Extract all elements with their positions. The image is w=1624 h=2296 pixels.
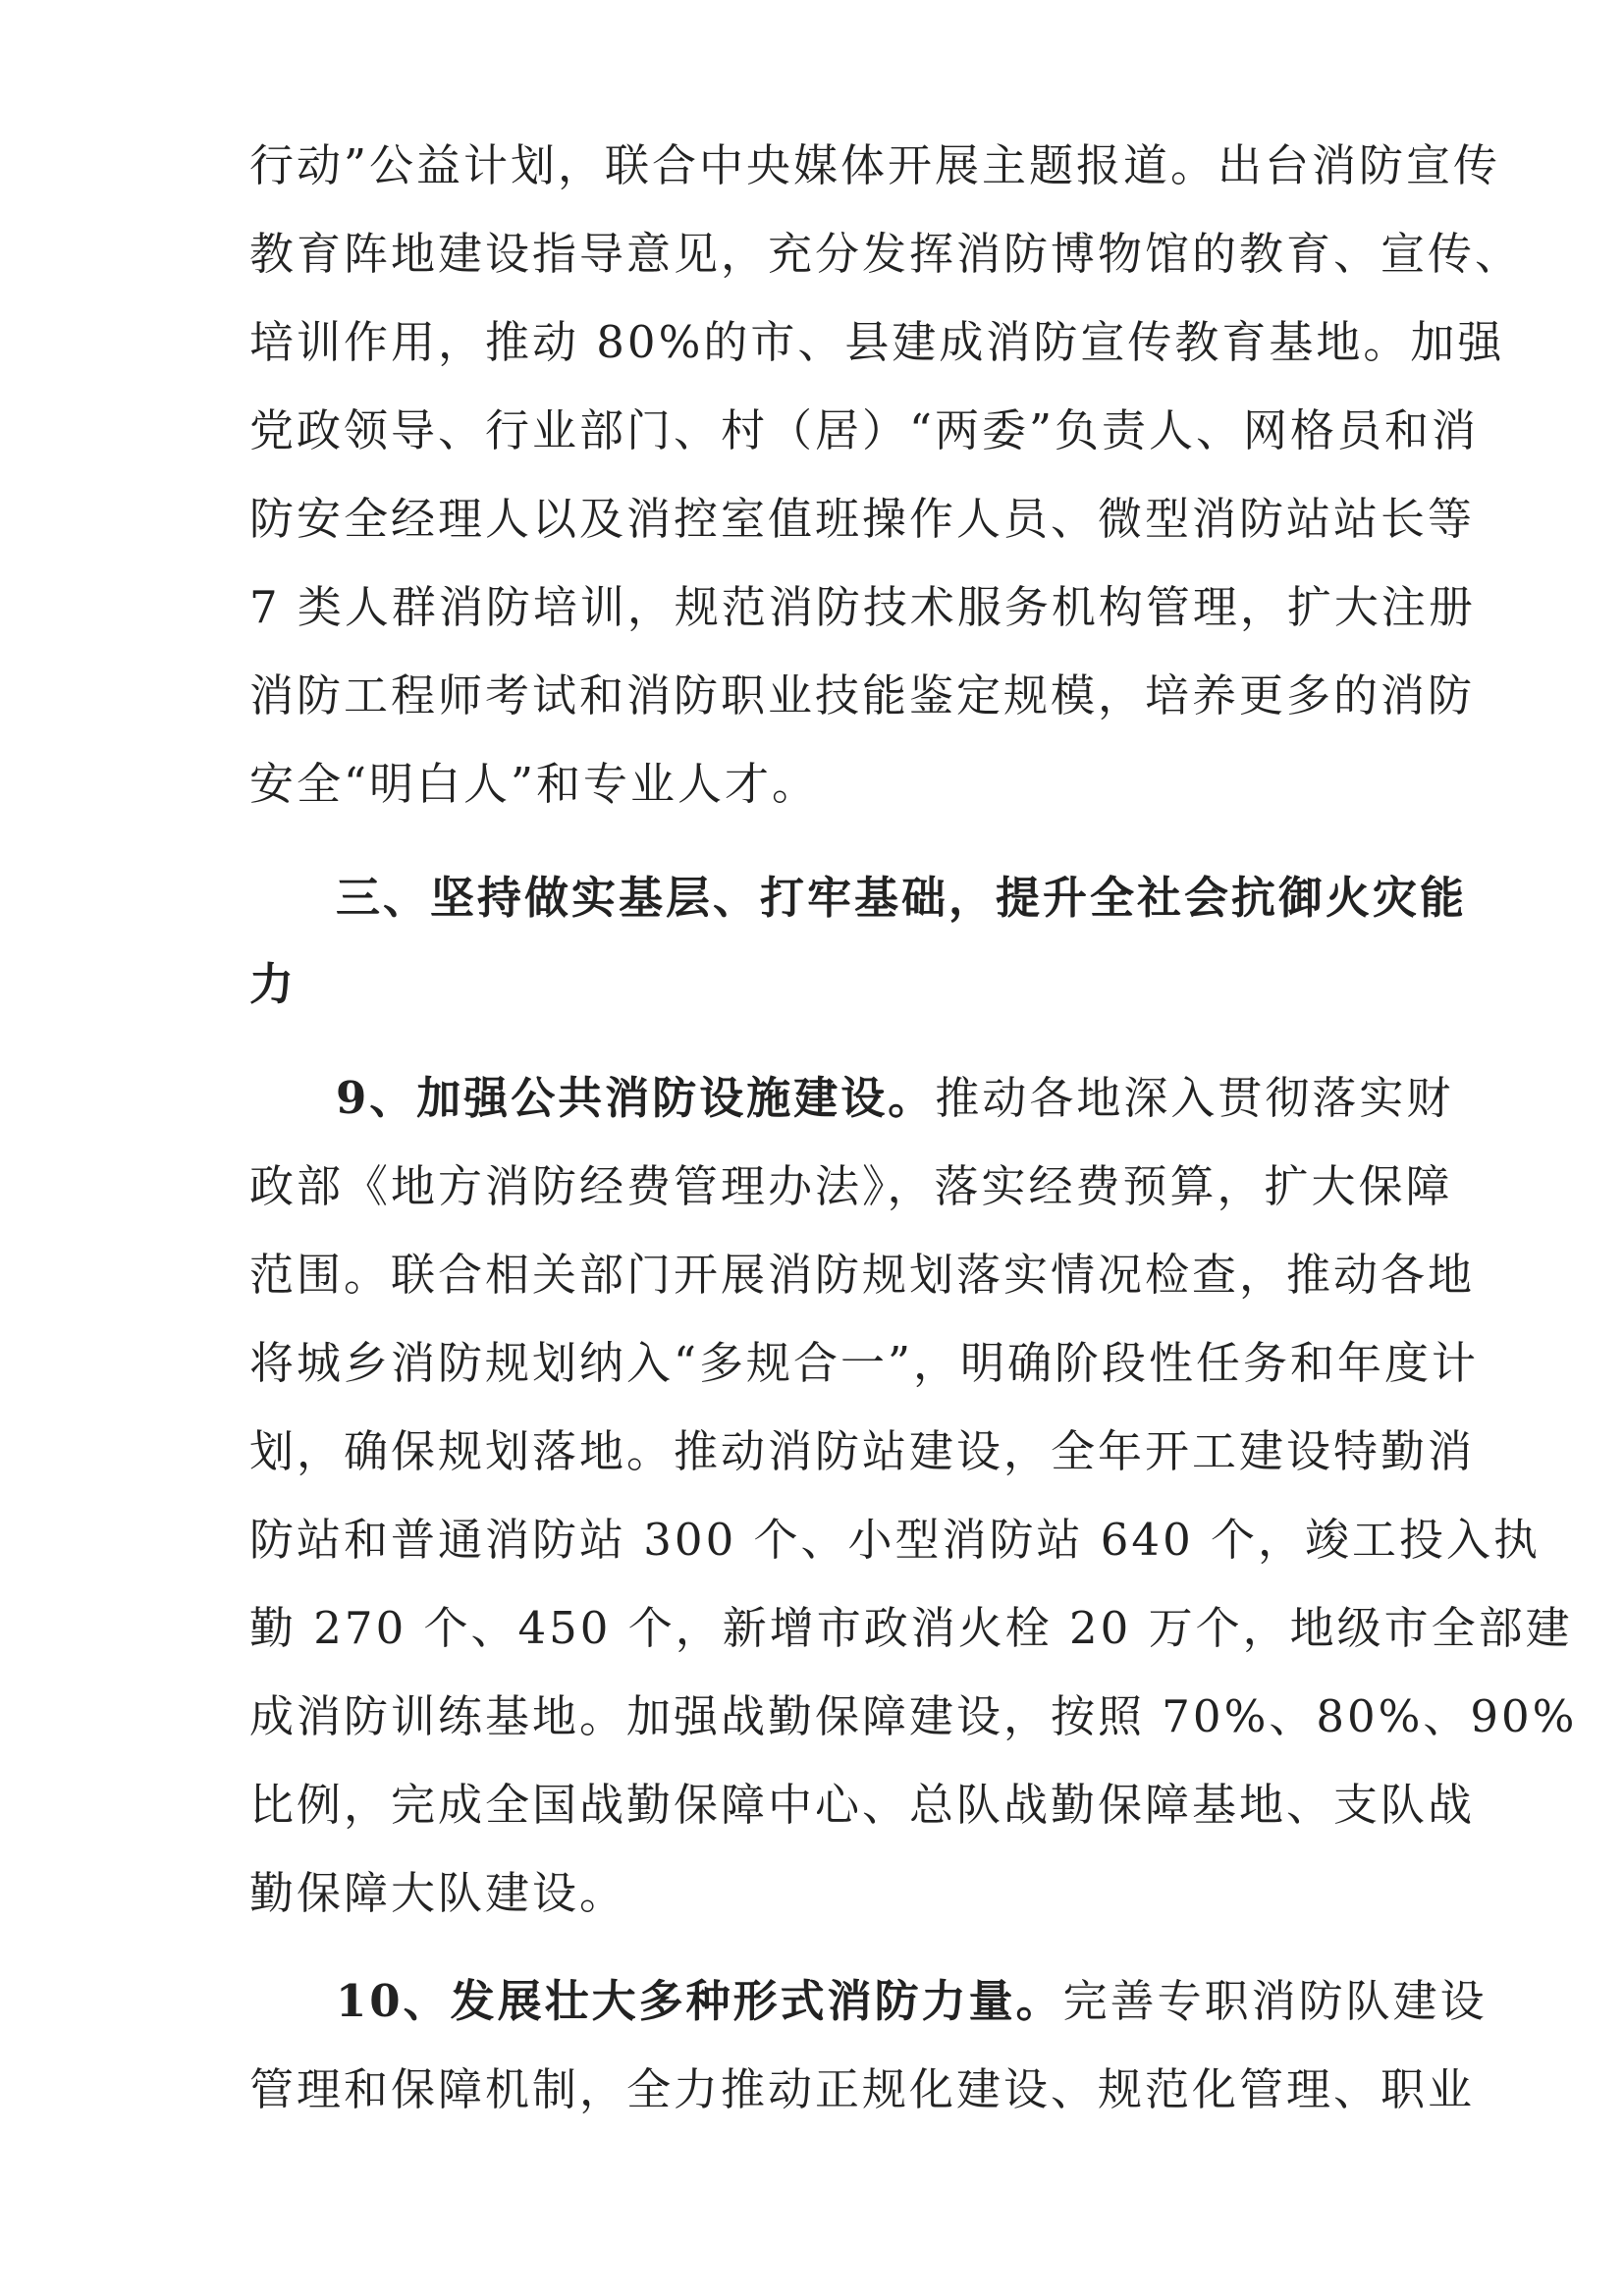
paragraph-line: 划，确保规划落地。推动消防站建设，全年开工建设特勤消 <box>249 1425 1476 1477</box>
paragraph-line: 培训作用，推动 80%的市、县建成消防宣传教育基地。加强 <box>249 316 1505 368</box>
paragraph-line: 教育阵地建设指导意见，充分发挥消防博物馆的教育、宣传、 <box>249 228 1523 280</box>
paragraph-line: 消防工程师考试和消防职业技能鉴定规模，培养更多的消防 <box>249 669 1476 721</box>
paragraph-line: 将城乡消防规划纳入“多规合一”，明确阶段性任务和年度计 <box>249 1337 1480 1389</box>
paragraph-line: 政部《地方消防经费管理办法》，落实经费预算，扩大保障 <box>249 1160 1453 1212</box>
paragraph-line: 成消防训练基地。加强战勤保障建设，按照 70%、80%、90% <box>249 1690 1578 1742</box>
item-10-title: 10、发展壮大多种形式消防力量。 <box>336 1975 1063 2027</box>
item-9-title: 9、加强公共消防设施建设。 <box>336 1072 936 1124</box>
paragraph-line: 防安全经理人以及消控室值班操作人员、微型消防站站长等 <box>249 493 1476 545</box>
item-10-text: 完善专职消防队建设 <box>1062 1975 1488 2027</box>
paragraph-line: 7 类人群消防培训，规范消防技术服务机构管理，扩大注册 <box>249 581 1476 633</box>
paragraph-line: 防站和普通消防站 300 个、小型消防站 640 个，竣工投入执 <box>249 1514 1542 1566</box>
paragraph-line: 管理和保障机制，全力推动正规化建设、规范化管理、职业 <box>249 2063 1476 2115</box>
section-heading: 三、坚持做实基层、打牢基础，提升全社会抗御火灾能 <box>336 872 1468 924</box>
paragraph-line: 党政领导、行业部门、村（居）“两委”负责人、网格员和消 <box>249 404 1480 456</box>
paragraph-line: 行动”公益计划，联合中央媒体开展主题报道。出台消防宣传 <box>249 139 1501 191</box>
paragraph-line: 勤保障大队建设。 <box>249 1867 627 1919</box>
paragraph-line: 比例，完成全国战勤保障中心、总队战勤保障基地、支队战 <box>249 1779 1476 1831</box>
item-9-text: 推动各地深入贯彻落实财 <box>935 1072 1454 1124</box>
paragraph-line: 范围。联合相关部门开展消防规划落实情况检查，推动各地 <box>249 1249 1476 1301</box>
item-9-first-line <box>336 1054 1454 1143</box>
section-heading-continued: 力 <box>249 958 298 1010</box>
item-10-first-line <box>336 1957 1488 2046</box>
paragraph-line: 勤 270 个、450 个，新增市政消火栓 20 万个，地级市全部建 <box>249 1602 1573 1654</box>
paragraph-line: 安全“明白人”和专业人才。 <box>249 758 820 810</box>
